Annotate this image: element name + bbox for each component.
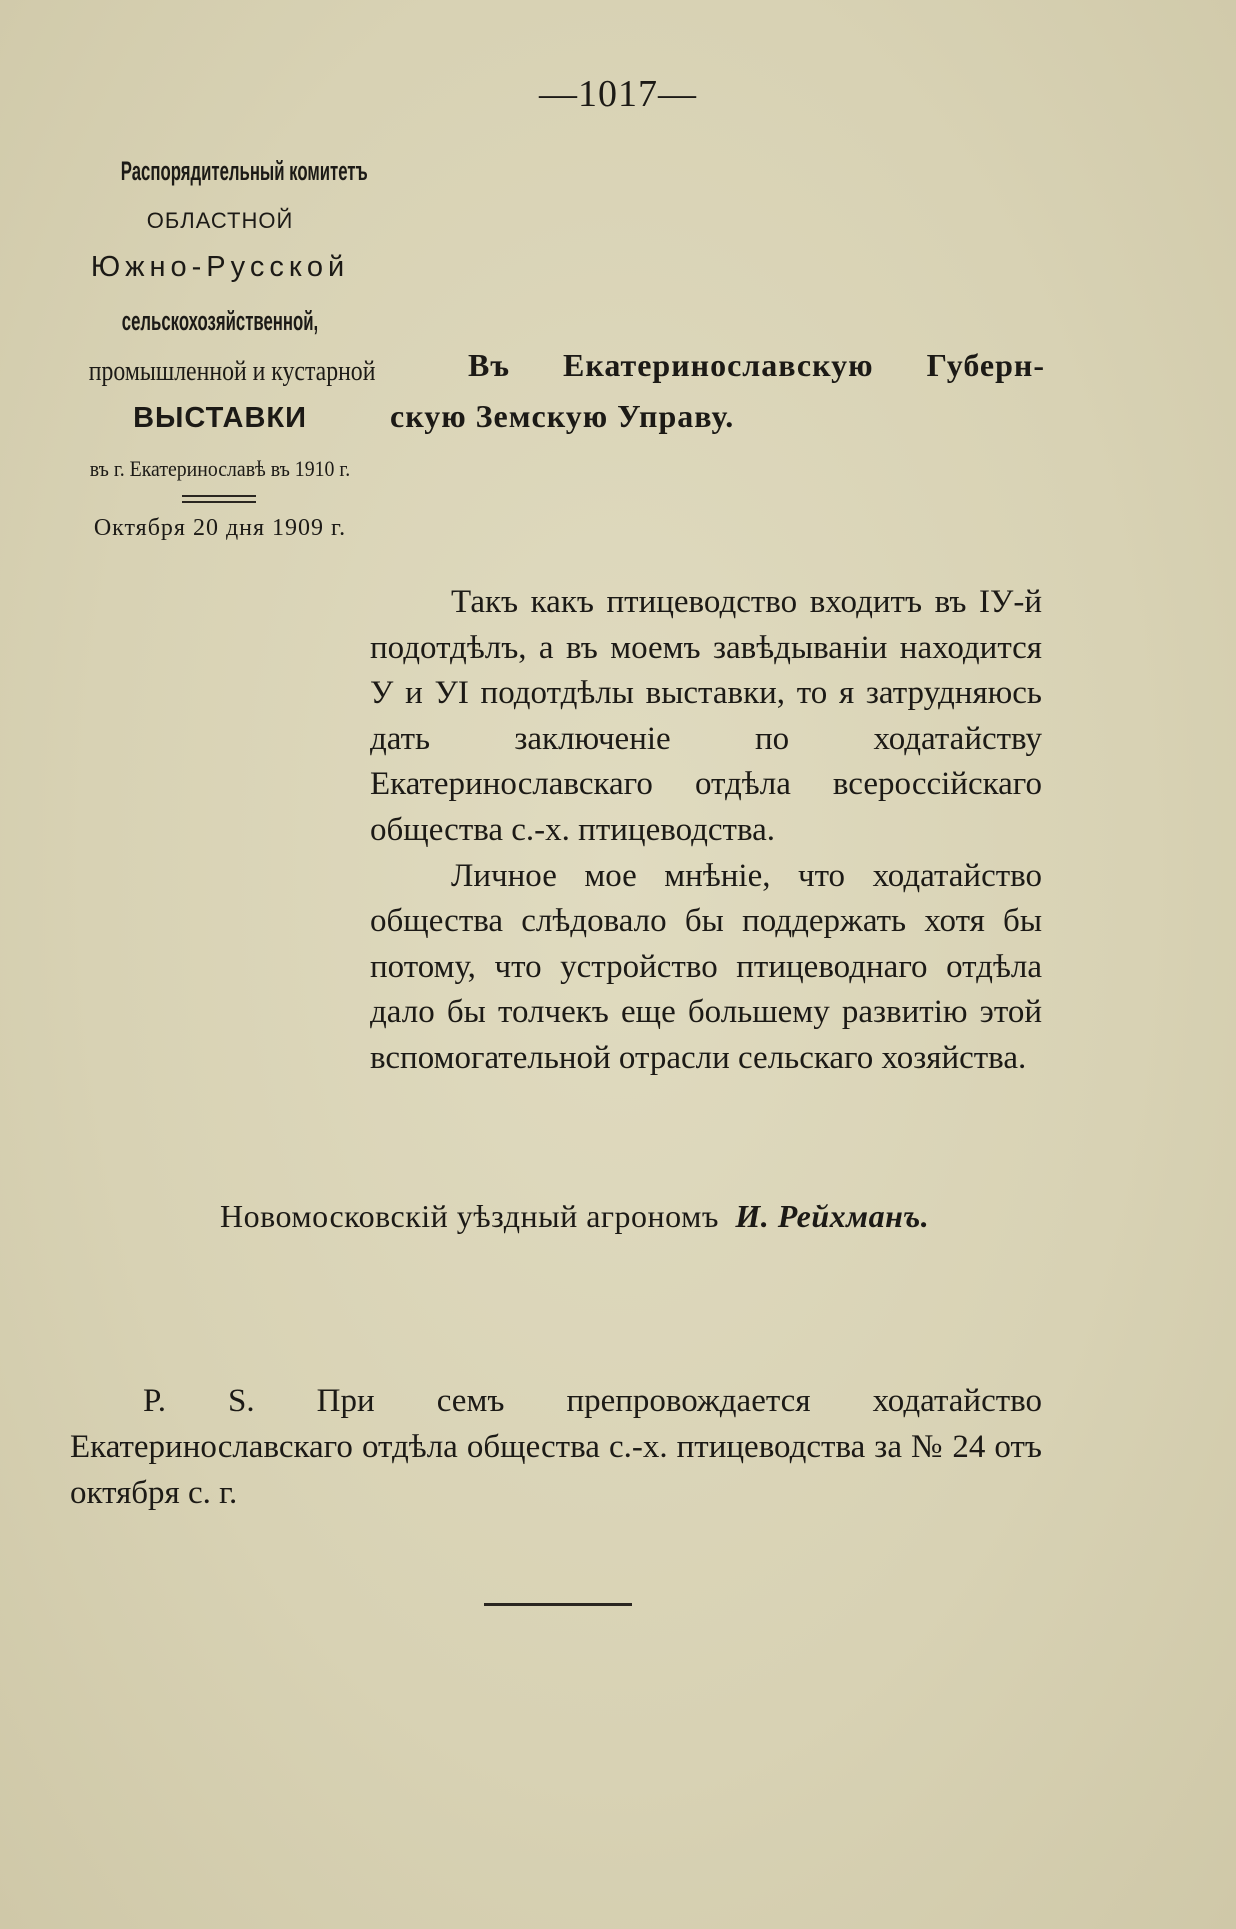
letter-body — [370, 580, 1042, 1082]
letterhead-agricultural: сельскохозяйственной, — [121, 306, 319, 336]
body-paragraph-1: Такъ какъ птицеводство входитъ въ IУ-й подотдѣлъ, а въ моемъ завѣдываніи находится У и УI подотдѣлы выставки, то я затрудняюсь дать заключеніе по ходатайству Екатеринославскаго отдѣла всероссійскаго общества с.-х. птицеводства. — [370, 584, 1042, 848]
letter-date: Октября 20 дня 1909 г. — [93, 515, 347, 541]
letterhead-south-russian: Южно-Русской — [90, 251, 350, 283]
letterhead-committee: Распорядительный комитетъ — [120, 156, 368, 186]
letterhead-exhibition: ВЫСТАВКИ — [133, 402, 307, 434]
letterhead-location: въ г. Екатеринославѣ въ 1910 г. — [89, 456, 351, 481]
letterhead-regional: ОБЛАСТНОЙ — [146, 208, 294, 233]
addressee-line-1: Въ Екатеринославскую Губерн- — [468, 347, 1045, 383]
signature-title: Новомосковскій уѣздный агрономъ — [220, 1198, 719, 1234]
letterhead-industrial: промышленной и кустарной — [88, 355, 376, 387]
signature-line — [220, 1194, 1040, 1239]
body-paragraph-2: Личное мое мнѣніе, что ходатайство общества слѣдовало бы поддержать хотя бы потому, что устройство птицеводнаго отдѣла дало бы толчекъ еще большему развитію этой вспомогательной отрасли сельскаго хозяйства. — [370, 857, 1042, 1076]
signature-name: И. Рейхманъ. — [735, 1198, 930, 1234]
closing-rule — [484, 1603, 632, 1606]
addressee-line-2: скую Земскую Управу. — [390, 398, 735, 434]
addressee-block — [390, 340, 1045, 442]
page-number: —1017— — [539, 73, 697, 115]
letterhead-double-rule — [182, 495, 256, 503]
postscript: P. S. При семъ препровождается ходатайство Екатеринославскаго отдѣла общества с.-х. птицеводства за № 24 отъ октября с. г. — [70, 1383, 1042, 1511]
